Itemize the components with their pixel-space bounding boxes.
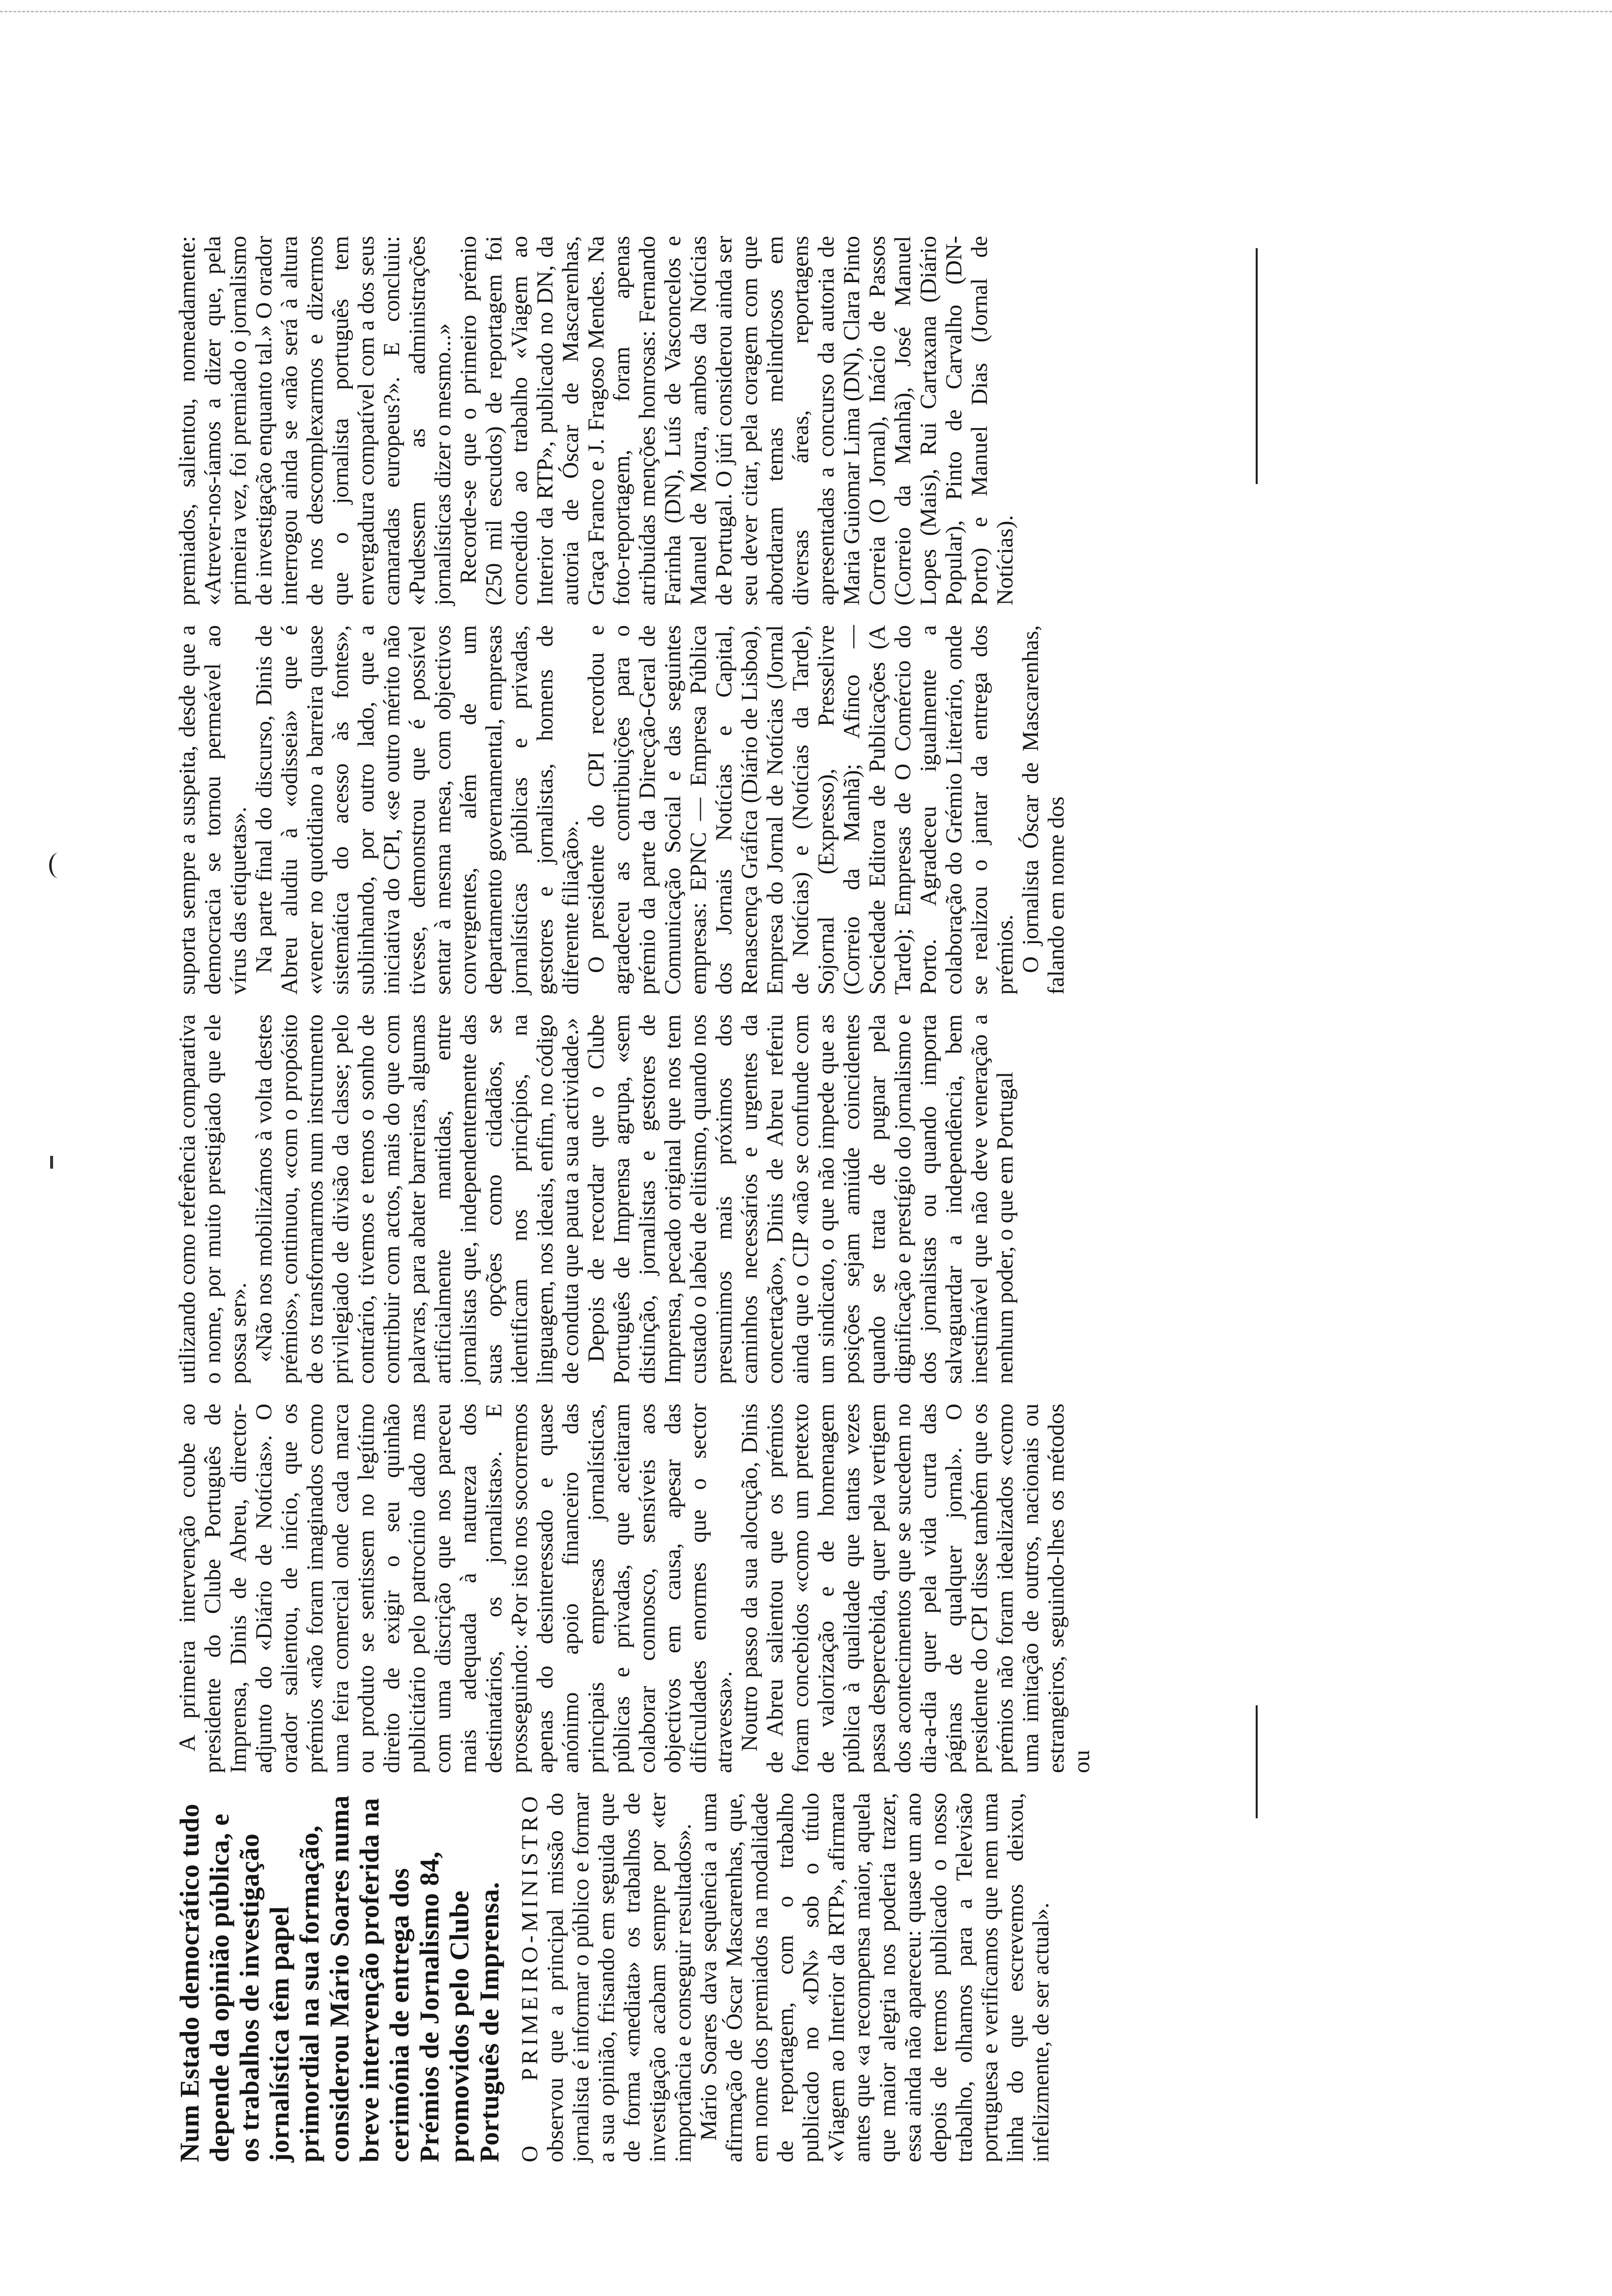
paragraph: suporta sempre a suspeita, desde que a democracia se tornou permeável ao vírus das etiquetas».: [174, 625, 251, 995]
paragraph: Noutro passo da sua alocução, Dinis de Abreu salientou que os prémios foram concebidos «como um pretexto de valorização e de homenagem pública à qualidade que tantas vezes passa despercebida, quer pela vertigem dos acontecimentos que se sucedem no dia-a-dia quer pela vida curta das páginas de qualquer jornal». O presidente do CPI disse também que os prémios não foram idealizados «como uma imitação de outros, nacionais ou estrangeiros, seguindo-lhes os métodos ou: [737, 1404, 1094, 1773]
paragraph: Depois de recordar que o Clube Português de Imprensa agrupa, «sem distinção, jornalistas e gestores de Imprensa, pecado original que nos tem custado o labéu de elitismo, quando nos presumimos mais próximos dos caminhos necessários e urgentes da concertação», Dinis de Abreu referiu ainda que o CIP «não se confunde com um sindicato, o que não impede que as posições sejam amiúde coincidentes quando se trata de pugnar pela dignificação e prestígio do jornalismo e dos jornalistas ou quando importa salvaguardar a independência, bem inestimável que não deve veneração a nenhum poder, o que em Portugal: [583, 1014, 1018, 1384]
paragraph: A primeira intervenção coube ao presidente do Clube Português de Imprensa, Dinis de Abreu, director-adjunto do «Diário de Notícias». O orador salientou, de início, que os prémios «não foram imaginados como uma feira comercial onde cada marca ou produto se sentissem no legítimo direito de exigir o seu quinhão publicitário pelo patrocínio dado mas com uma discrição que nos pareceu mais adequada à natureza dos destinatários, os jornalistas». E prosseguindo: «Por isto nos socorremos apenas do desinteressado e quase anónimo apoio financeiro das principais empresas jornalísticas, públicas e privadas, que aceitaram colaborar connosco, sensíveis aos objectivos em causa, apesar das dificuldades enormes que o sector atravessa».: [174, 1404, 737, 1773]
article-column-4: [174, 625, 1246, 995]
paragraph: Recorde-se que o primeiro prémio (250 mil escudos) de reportagem foi concedido ao trabalho «Viagem ao Interior da RTP», publicado no DN, da autoria de Óscar de Mascarenhas, Graça Franco e J. Fragoso Mendes. Na foto-reportagem, foram apenas atribuídas menções honrosas: Fernando Farinha (DN), Luís de Vasconcelos e Manuel de Moura, ambos da Notícias de Portugal. O júri considerou ainda ser seu dever citar, pela coragem com que abordaram temas melindrosos em diversas áreas, reportagens apresentadas a concurso da autoria de Maria Guiomar Lima (DN), Clara Pinto Correia (O Jornal), Inácio de Passos (Correio da Manhã), José Manuel Lopes (Mais), Rui Cartaxana (Diário Popular), Pinto de Carvalho (DN-Porto) e Manuel Dias (Jornal de Notícias).: [456, 236, 1018, 605]
paragraph-text: observou que a principal missão do jornalista é informar o público e formar a sua opinião, frisando em seguida que de forma «mediata» os trabalhos de investigação acabam sempre por «ter importância e conseguir resultados».: [543, 1793, 696, 2162]
paragraph: Mário Soares dava sequência a uma afirmação de Óscar Mascarenhas, que, em nome dos premiados na modalidade de reportagem, com o trabalho publicado no «DN» sob o título «Viagem ao Interior da RTP», afirmara antes que «a recompensa maior, aquela que maior alegria nos poderia trazer, essa ainda não apareceu: quase um ano depois de termos publicado o nosso trabalho, olhamos para a Televisão portuguesa e verificamos que nem uma linha do que escrevemos deixou, infelizmente, de ser actual».: [696, 1793, 1054, 2162]
end-rule-right-column: [1256, 248, 1258, 484]
article-column-5: [174, 236, 1246, 605]
article-column-3: [174, 1014, 1246, 1384]
scan-mark-dash: [50, 1156, 53, 1169]
scan-mark-parenthesis: [49, 853, 68, 878]
paragraph: utilizando como referência comparativa o nome, por muito prestigiado que ele possa ser».: [174, 1014, 251, 1384]
article-column-1: [174, 1793, 1246, 2162]
scan-top-edge-line: [0, 11, 1612, 12]
paragraph: Na parte final do discurso, Dinis de Abreu aludiu à «odisseia» que é «vencer no quotidiano a barreira quase sistemática do acesso às fontes», sublinhando, por outro lado, que a iniciativa do CPI, «se outro mérito não tivesse, demonstrou que é possível sentar à mesma mesa, com objectivos convergentes, além de um departamento governamental, empresas jornalísticas públicas e privadas, gestores e jornalistas, homens de diferente filiação».: [251, 625, 583, 995]
paragraph: premiados, salientou, nomeadamente: «Atrever-nos-íamos a dizer que, pela primeira vez, foi premiado o jornalismo de investigação enquanto tal.» O orador interrogou ainda se «não será à altura de nos descomplexarmos e dizermos que o jornalista português tem envergadura compatível com a dos seus camaradas europeus?». E concluiu: «Pudessem as administrações jornalísticas dizer o mesmo...»: [174, 236, 456, 605]
article-column-2: [174, 1404, 1246, 1773]
paragraph: [517, 1793, 696, 2162]
paragraph: O jornalista Óscar de Mascarenhas, falando em nome dos: [1018, 625, 1069, 995]
opening-caps: O PRIMEIRO-MINISTRO: [517, 1793, 543, 2162]
newspaper-article: [174, 236, 1246, 2162]
article-lead: Num Estado democrático tudo depende da opinião pública, e os trabalhos de investigação jornalística têm papel primordial na sua formação, considerou Mário Soares numa breve intervenção proferida na cerimónia de entrega dos Prémios de Jornalismo 84, promovidos pelo Clube Português de Imprensa.: [174, 1795, 504, 2162]
paragraph: «Não nos mobilizámos à volta destes prémios», continuou, «com o propósito de os transformarmos num instrumento privilegiado de divisão da classe; pelo contrário, tivemos e temos o sonho de contribuir com actos, mais do que com palavras, para abater barreiras, algumas artificialmente mantidas, entre jornalistas que, independentemente das suas opções como cidadãos, se identificam nos princípios, na linguagem, nos ideais, enfim, no código de conduta que pauta a sua actividade.»: [251, 1014, 583, 1384]
end-rule-first-column: [1256, 1705, 1258, 1818]
paragraph: O presidente do CPI recordou e agradeceu as contribuições para o prémio da parte da Direcção-Geral de Comunicação Social e das seguintes empresas: EPNC — Empresa Pública dos Jornais Notícias e Capital, Renascença Gráfica (Diário de Lisboa), Empresa do Jornal de Notícias (Jornal de Notícias) e (Notícias da Tarde), Sojornal (Expresso), Presselivre (Correio da Manhã); Afinco — Sociedade Editora de Publicações (A Tarde); Empresas de O Comércio do Porto. Agradeceu igualmente a colaboração do Grémio Literário, onde se realizou o jantar da entrega dos prémios.: [583, 625, 1018, 995]
